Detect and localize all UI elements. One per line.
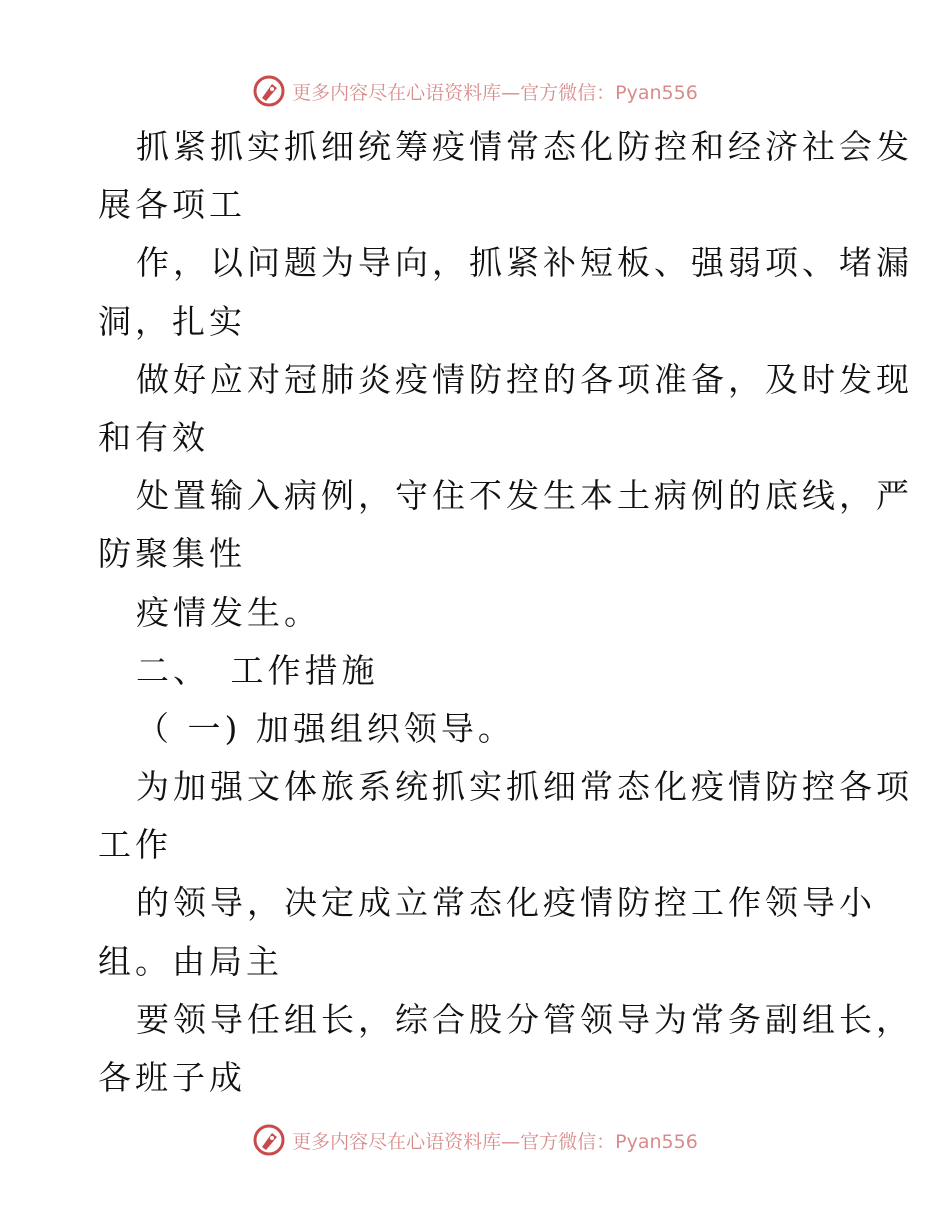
paragraph-line: 要领导任组长，综合股分管领导为常务副组长， [136, 999, 913, 1039]
watermark-text: 更多内容尽在心语资料库—官方微信：Pyan556 [292, 1130, 698, 1153]
paragraph-line: 的领导，决定成立常态化疫情防控工作领导小 [136, 883, 876, 923]
paragraph-line: 疫情发生。 [136, 592, 321, 632]
paragraph-line: 作，以问题为导向，抓紧补短板、强弱项、堵漏 [136, 243, 913, 283]
section-heading: 二、 工作措施 [136, 650, 379, 690]
paragraph-line: 各班子成 [98, 1058, 246, 1097]
paragraph-line: 为加强文体旅系统抓实抓细常态化疫情防控各项 [136, 767, 913, 807]
paragraph-line: 洞，扎实 [98, 301, 246, 341]
paragraph-line: 抓紧抓实抓细统筹疫情常态化防控和经济社会发 [136, 127, 913, 166]
paragraph-line: 和有效 [98, 417, 209, 457]
paragraph-line: 工作 [98, 825, 172, 865]
watermark-text: 更多内容尽在心语资料库—官方微信：Pyan556 [292, 81, 698, 104]
paragraph-line: 组。由局主 [98, 941, 283, 981]
paragraph-line: 展各项工 [98, 185, 246, 225]
paragraph-line: 处置输入病例，守住不发生本土病例的底线，严 [136, 476, 913, 516]
paragraph-line: 做好应对冠肺炎疫情防控的各项准备，及时发现 [136, 359, 913, 399]
pen-nib-logo-icon [252, 1123, 286, 1157]
pen-nib-logo-icon [252, 74, 286, 108]
subsection-heading: （ 一) 加强组织领导。 [136, 708, 515, 748]
paragraph-line: 防聚集性 [98, 534, 246, 574]
watermark-header [0, 71, 950, 111]
watermark-footer [0, 1120, 950, 1160]
document-body [98, 118, 913, 1107]
